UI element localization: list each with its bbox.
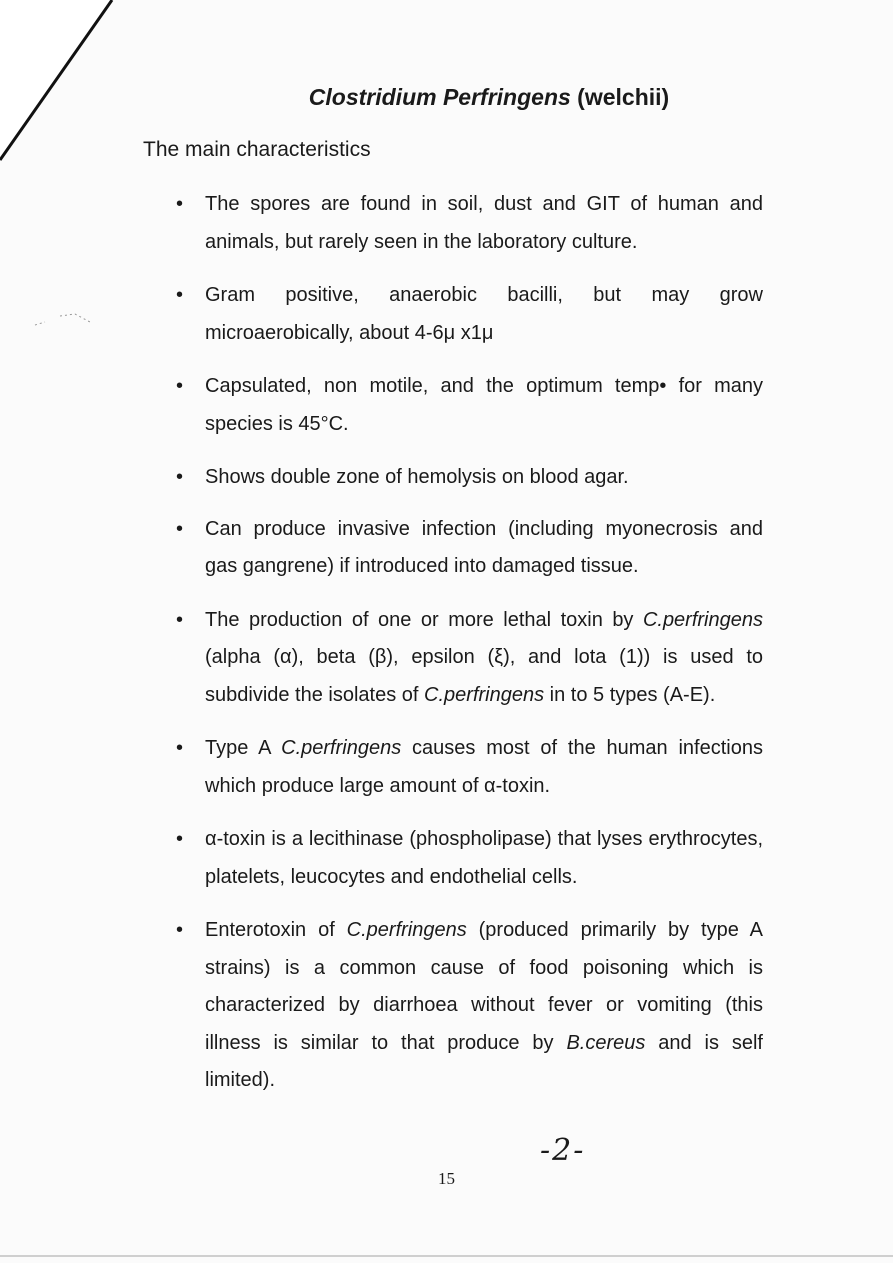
list-item: • Enterotoxin of C.perfringens (produced primarily by type A strains) is a common cause of food poisoning which is characterized by diarrhoea without fever or vomiting (this illness is similar to that produce by B.cereus and is self limited). — [168, 912, 763, 1100]
list-item: • Shows double zone of hemolysis on blood agar. — [168, 459, 763, 497]
list-item: • Can produce invasive infection (including myonecrosis and gas gangrene) if introduced into damaged tissue. — [168, 511, 763, 586]
title-suffix: (welchii) — [570, 84, 670, 110]
title-species: Clostridium Perfringens — [308, 84, 571, 110]
handwritten-page-mark: -2- — [540, 1133, 586, 1168]
list-item: • Gram positive, anaerobic bacilli, but may grow microaerobically, about 4-6μ x1μ — [168, 277, 763, 352]
page-title — [0, 84, 893, 111]
list-item: • α-toxin is a lecithinase (phospholipase) that lyses erythrocytes, platelets, leucocytes and endothelial cells. — [168, 821, 763, 896]
page-number: 15 — [438, 1169, 455, 1188]
list-item: • The spores are found in soil, dust and GIT of human and animals, but rarely seen in the laboratory culture. — [168, 186, 763, 261]
section-heading: The main characteristics — [143, 138, 371, 161]
page-bottom-edge — [0, 1255, 893, 1257]
list-item: • The production of one or more lethal toxin by C.perfringens (alpha (α), beta (β), epsilon (ξ), and lota (1)) is used to subdivide the isolates of C.perfringens in to 5 types (A-E). — [168, 602, 763, 715]
list-item: • Type A C.perfringens causes most of the human infections which produce large amount of α-toxin. — [168, 730, 763, 805]
characteristics-list — [168, 186, 763, 1116]
list-item: • Capsulated, non motile, and the optimum temp• for many species is 45°C. — [168, 368, 763, 443]
scan-speck — [30, 300, 100, 330]
